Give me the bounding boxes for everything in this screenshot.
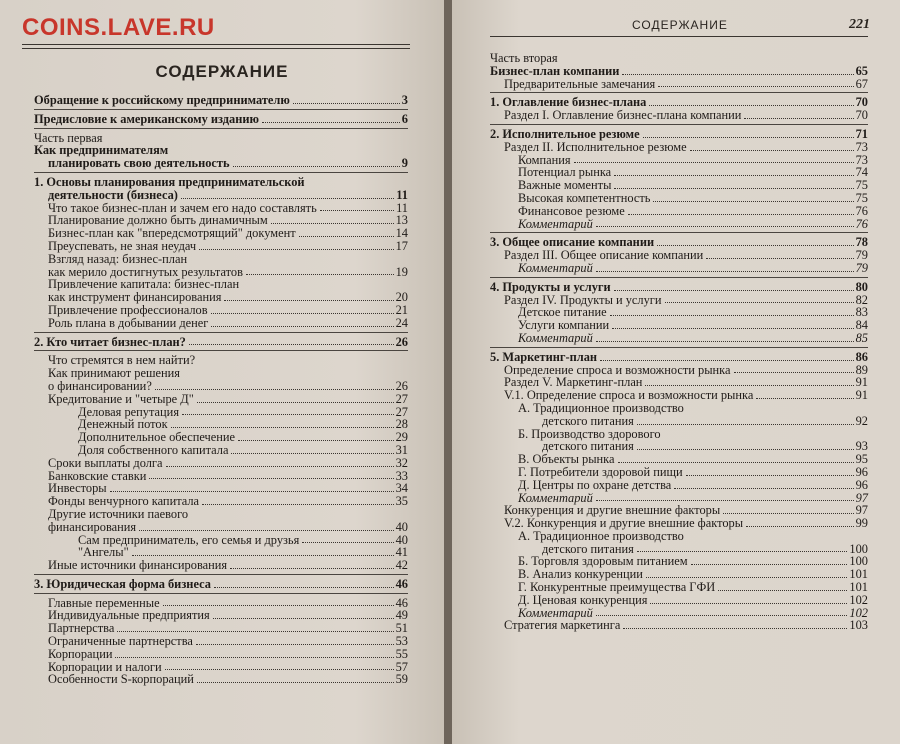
toc-entry-title: Компания — [518, 152, 571, 167]
toc-entry: Как принимают решения — [48, 366, 180, 381]
toc-entry-title: Раздел I. Оглавление бизнес-плана компании — [504, 108, 742, 123]
dot-leader — [293, 103, 400, 104]
toc-entry-title: Сроки выплаты долга — [48, 455, 163, 470]
toc-entry-page: 67 — [855, 76, 868, 91]
toc-entry-title: Банковские ставки — [48, 468, 147, 483]
toc-entry — [490, 466, 868, 479]
toc-entry-title: Раздел IV. Продукты и услуги — [504, 292, 662, 307]
toc-entry-title: Комментарий — [518, 216, 593, 231]
toc-entry-title: Б. Торговля здоровым питанием — [518, 554, 688, 569]
toc-entry-page: 20 — [395, 290, 408, 305]
dot-leader — [614, 290, 854, 291]
dot-leader — [657, 245, 854, 246]
dot-leader — [622, 74, 853, 75]
toc-entry: Как предпринимателям — [34, 143, 169, 158]
dot-leader — [117, 631, 393, 632]
dot-leader — [197, 402, 394, 403]
toc-entry-page: 101 — [849, 580, 868, 595]
dot-leader — [165, 669, 394, 670]
dot-leader — [686, 475, 854, 476]
toc-entry-page: 70 — [855, 95, 868, 110]
dot-leader — [213, 618, 394, 619]
dot-leader — [706, 258, 853, 259]
toc-entry-page: 46 — [395, 576, 408, 591]
toc-entry-title: "Ангелы" — [78, 545, 129, 560]
toc-entry-page: 91 — [855, 375, 868, 390]
toc-entry-page: 89 — [855, 362, 868, 377]
dot-leader — [646, 577, 847, 578]
toc-entry: Часть первая — [34, 130, 103, 145]
section-divider — [34, 109, 408, 110]
dot-leader — [596, 226, 854, 227]
toc-entry-title: Д. Ценовая конкуренция — [518, 592, 648, 607]
toc-entry-title: V.1. Определение спроса и возможности рынка — [504, 388, 754, 403]
toc-entry-page: 96 — [855, 464, 868, 479]
toc-entry-page: 6 — [401, 111, 408, 126]
toc-entry-page: 49 — [395, 608, 408, 623]
toc-entry — [34, 431, 408, 444]
toc-entry-page: 9 — [401, 156, 408, 171]
dot-leader — [211, 313, 394, 314]
toc-entry-title: Услуги компании — [518, 318, 610, 333]
toc-entry — [490, 619, 868, 632]
section-divider — [34, 593, 408, 594]
toc-entry — [490, 192, 868, 205]
page-number: 221 — [849, 17, 870, 32]
toc-entry-title: Бизнес-план компании — [490, 63, 620, 78]
toc-entry-page: 55 — [395, 646, 408, 661]
toc-entry — [34, 444, 408, 457]
section-divider — [490, 232, 868, 233]
dot-leader — [756, 398, 853, 399]
toc-entry-page: 11 — [396, 187, 408, 202]
toc-entry-title: Конкуренция и другие внешние факторы — [504, 503, 721, 518]
toc-entry-title: Что такое бизнес-план и зачем его надо составлять — [48, 200, 317, 215]
toc-entry-page: 80 — [855, 279, 868, 294]
toc-entry-page: 103 — [849, 618, 868, 633]
dot-leader — [650, 603, 847, 604]
dot-leader — [658, 86, 853, 87]
toc-entry-title: Комментарий — [518, 260, 593, 275]
dot-leader — [623, 628, 847, 629]
toc-entry-title: детского питания — [542, 439, 634, 454]
dot-leader — [320, 210, 394, 211]
toc-entry-title: 2. Кто читает бизнес-план? — [34, 334, 186, 349]
dot-leader — [718, 590, 847, 591]
section-divider — [490, 347, 868, 348]
toc-entry: 1. Основы планирования предпринимательской — [34, 174, 305, 189]
toc-entry: А. Традиционное производство — [518, 400, 684, 415]
toc-entry-page: 34 — [395, 481, 408, 496]
dot-leader — [734, 372, 854, 373]
toc-entry-page: 93 — [855, 439, 868, 454]
toc-entry — [34, 380, 408, 393]
toc-list-right — [490, 52, 868, 632]
toc-entry: Что стремятся в нем найти? — [48, 353, 196, 368]
toc-entry — [34, 189, 408, 202]
dot-leader — [614, 188, 853, 189]
toc-entry: Другие источники паевого — [48, 506, 189, 521]
toc-entry: Часть вторая — [490, 51, 558, 65]
dot-leader — [196, 644, 394, 645]
toc-entry-page: 11 — [396, 200, 408, 215]
dot-leader — [612, 328, 853, 329]
toc-entry-page: 85 — [855, 330, 868, 345]
toc-entry-page: 71 — [855, 126, 868, 141]
toc-entry-title: Потенциал рынка — [518, 165, 612, 180]
toc-entry — [490, 453, 868, 466]
toc-entry-page: 33 — [395, 468, 408, 483]
toc-entry-page: 35 — [395, 494, 408, 509]
right-page — [452, 0, 900, 744]
toc-entry — [490, 517, 868, 530]
toc-entry-page: 73 — [855, 139, 868, 154]
toc-entry-title: финансирования — [48, 519, 137, 534]
toc-entry — [34, 94, 408, 107]
toc-entry-page: 24 — [395, 315, 408, 330]
toc-entry-page: 78 — [855, 235, 868, 250]
dot-leader — [197, 682, 394, 683]
toc-entry — [490, 78, 868, 91]
toc-entry-title: Важные моменты — [518, 178, 612, 193]
dot-leader — [238, 440, 394, 441]
toc-entry-title: Раздел II. Исполнительное резюме — [504, 139, 687, 154]
dot-leader — [618, 462, 854, 463]
toc-entry-title: Комментарий — [518, 490, 593, 505]
toc-entry-page: 53 — [395, 634, 408, 649]
toc-entry-page: 21 — [395, 302, 408, 317]
toc-entry — [490, 205, 868, 218]
section-divider — [490, 124, 868, 125]
toc-entry-title: деятельности (бизнеса) — [48, 187, 178, 202]
toc-entry-page: 40 — [395, 532, 408, 547]
dot-leader — [246, 274, 394, 275]
toc-entry-page: 28 — [395, 417, 408, 432]
toc-entry-page: 26 — [395, 334, 408, 349]
toc-entry-title: Преуспевать, не зная неудач — [48, 238, 197, 253]
dot-leader — [596, 615, 848, 616]
toc-entry-page: 32 — [395, 455, 408, 470]
toc-entry-page: 95 — [855, 452, 868, 467]
toc-entry-page: 13 — [395, 213, 408, 228]
toc-entry — [490, 594, 868, 607]
dot-leader — [202, 504, 394, 505]
toc-entry — [490, 65, 868, 78]
dot-leader — [132, 555, 394, 556]
dot-leader — [262, 122, 400, 123]
dot-leader — [233, 166, 400, 167]
toc-entry-page: 86 — [855, 349, 868, 364]
dot-leader — [214, 587, 394, 588]
dot-leader — [649, 105, 853, 106]
toc-entry-page: 26 — [395, 378, 408, 393]
dot-leader — [574, 162, 854, 163]
toc-entry-page: 70 — [855, 108, 868, 123]
toc-entry-page: 100 — [849, 554, 868, 569]
toc-entry-page: 46 — [395, 595, 408, 610]
section-divider — [34, 574, 408, 575]
toc-entry-page: 79 — [855, 260, 868, 275]
toc-entry — [490, 332, 868, 345]
dot-leader — [166, 466, 394, 467]
toc-entry-page: 17 — [395, 238, 408, 253]
section-divider — [490, 92, 868, 93]
toc-entry — [490, 351, 868, 364]
toc-entry — [34, 393, 408, 406]
section-divider — [34, 128, 408, 129]
toc-entry — [490, 109, 868, 122]
toc-entry-title: Комментарий — [518, 605, 593, 620]
toc-entry-title: Предисловие к американскому изданию — [34, 111, 259, 126]
toc-entry — [34, 521, 408, 534]
dot-leader — [628, 214, 854, 215]
dot-leader — [596, 500, 854, 501]
dot-leader — [189, 344, 394, 345]
header-rule — [490, 36, 868, 37]
book-gutter — [444, 0, 452, 744]
dot-leader — [744, 118, 853, 119]
toc-entry — [490, 281, 868, 294]
dot-leader — [271, 223, 394, 224]
dot-leader — [182, 414, 394, 415]
dot-leader — [610, 315, 854, 316]
toc-entry-title: Стратегия маркетинга — [504, 618, 621, 633]
dot-leader — [614, 175, 853, 176]
toc-entry-page: 92 — [855, 413, 868, 428]
toc-entry — [490, 128, 868, 141]
toc-entry — [34, 157, 408, 170]
toc-entry — [34, 495, 408, 508]
toc-entry-page: 27 — [395, 404, 408, 419]
toc-entry-page: 75 — [855, 190, 868, 205]
toc-entry-page: 76 — [855, 203, 868, 218]
section-divider — [34, 172, 408, 173]
toc-list-left — [34, 94, 408, 686]
toc-entry-page: 91 — [855, 388, 868, 403]
toc-entry-title: V.2. Конкуренция и другие внешние факторы — [504, 516, 744, 531]
toc-entry-page: 31 — [395, 442, 408, 457]
toc-entry-title: Корпорации и налоги — [48, 659, 162, 674]
toc-entry-page: 101 — [849, 567, 868, 582]
dot-leader — [690, 150, 854, 151]
toc-entry-page: 102 — [849, 605, 868, 620]
toc-entry-title: Индивидуальные предприятия — [48, 608, 210, 623]
toc-entry-title: Планирование должно быть динамичным — [48, 213, 268, 228]
toc-entry-title: Денежный поток — [78, 417, 168, 432]
toc-entry-title: 3. Юридическая форма бизнеса — [34, 576, 211, 591]
toc-entry — [34, 578, 408, 591]
dot-leader — [637, 551, 848, 552]
toc-entry-page: 42 — [395, 558, 408, 573]
toc-entry-title: как инструмент финансирования — [48, 290, 222, 305]
toc-entry-title: Кредитование и "четыре Д" — [48, 391, 194, 406]
toc-entry-title: 1. Оглавление бизнес-плана — [490, 95, 647, 110]
toc-entry-title: Бизнес-план как "впередсмотрящий" документ — [48, 226, 296, 241]
toc-entry — [490, 415, 868, 428]
dot-leader — [674, 488, 853, 489]
toc-entry-page: 74 — [855, 165, 868, 180]
toc-entry-title: Раздел V. Маркетинг-план — [504, 375, 643, 390]
toc-entry-page: 96 — [855, 477, 868, 492]
toc-entry-title: как мерило достигнутых результатов — [48, 264, 243, 279]
dot-leader — [665, 302, 854, 303]
toc-entry-title: Главные переменные — [48, 595, 160, 610]
dot-leader — [691, 564, 848, 565]
toc-entry — [34, 113, 408, 126]
dot-leader — [155, 389, 394, 390]
toc-entry-page: 97 — [855, 490, 868, 505]
toc-entry-title: Д. Центры по охране детства — [518, 477, 672, 492]
toc-entry — [34, 673, 408, 686]
header-rule-thin — [22, 48, 410, 49]
toc-entry-page: 99 — [855, 516, 868, 531]
dot-leader — [181, 198, 394, 199]
toc-entry — [490, 141, 868, 154]
dot-leader — [643, 137, 854, 138]
toc-entry-title: 3. Общее описание компании — [490, 235, 655, 250]
toc-entry — [490, 479, 868, 492]
toc-entry-title: В. Объекты рынка — [518, 452, 615, 467]
toc-entry-page: 79 — [855, 248, 868, 263]
dot-leader — [596, 271, 854, 272]
toc-entry-page: 59 — [395, 672, 408, 687]
toc-entry — [34, 304, 408, 317]
dot-leader — [299, 236, 394, 237]
toc-entry-title: Г. Потребители здоровой пищи — [518, 464, 683, 479]
toc-entry — [34, 559, 408, 572]
toc-entry-title: Г. Конкурентные преимущества ГФИ — [518, 580, 716, 595]
toc-entry-title: Детское питание — [518, 305, 607, 320]
dot-leader — [110, 491, 394, 492]
dot-leader — [199, 249, 393, 250]
toc-entry-title: 4. Продукты и услуги — [490, 279, 611, 294]
dot-leader — [723, 513, 853, 514]
dot-leader — [645, 385, 853, 386]
toc-entry: Взгляд назад: бизнес-план — [48, 251, 188, 266]
toc-entry-page: 82 — [855, 292, 868, 307]
dot-leader — [115, 657, 393, 658]
dot-leader — [211, 326, 393, 327]
toc-entry-page: 76 — [855, 216, 868, 231]
left-page — [0, 0, 444, 744]
toc-entry-page: 40 — [395, 519, 408, 534]
dot-leader — [637, 424, 854, 425]
section-divider — [490, 277, 868, 278]
toc-entry-page: 3 — [401, 93, 408, 107]
toc-entry-title: Роль плана в добывании денег — [48, 315, 209, 330]
toc-entry — [34, 457, 408, 470]
dot-leader — [653, 201, 853, 202]
toc-entry-page: 102 — [849, 592, 868, 607]
toc-entry-page: 65 — [855, 63, 868, 78]
toc-entry-page: 75 — [855, 178, 868, 193]
toc-entry-title: Финансовое резюме — [518, 203, 625, 218]
toc-entry-title: Комментарий — [518, 330, 593, 345]
dot-leader — [600, 360, 854, 361]
toc-entry-title: Инвесторы — [48, 481, 107, 496]
section-divider — [34, 350, 408, 351]
dot-leader — [637, 449, 854, 450]
dot-leader — [596, 341, 854, 342]
toc-entry-title: Сам предприниматель, его семья и друзья — [78, 532, 300, 547]
toc-entry — [34, 240, 408, 253]
toc-entry-title: Партнерства — [48, 621, 115, 636]
toc-entry-title: Определение спроса и возможности рынка — [504, 362, 731, 377]
toc-entry-page: 97 — [855, 503, 868, 518]
toc-entry: А. Традиционное производство — [518, 528, 684, 543]
toc-entry-title: Фонды венчурного капитала — [48, 494, 200, 509]
toc-entry-title: 2. Исполнительное резюме — [490, 126, 640, 141]
toc-entry — [34, 635, 408, 648]
toc-entry-title: Деловая репутация — [78, 404, 180, 419]
toc-entry-page: 100 — [849, 541, 868, 556]
running-head: СОДЕРЖАНИЕ — [632, 18, 728, 32]
toc-entry-page: 83 — [855, 305, 868, 320]
toc-entry — [490, 262, 868, 275]
toc-entry — [34, 336, 408, 349]
toc-entry-title: детского питания — [542, 413, 634, 428]
toc-entry-page: 41 — [395, 545, 408, 560]
toc-entry-page: 84 — [855, 318, 868, 333]
toc-entry-title: Привлечение профессионалов — [48, 302, 208, 317]
toc-entry-title: Высокая компетентность — [518, 190, 651, 205]
toc-entry-page: 57 — [395, 659, 408, 674]
dot-leader — [302, 542, 393, 543]
dot-leader — [171, 427, 394, 428]
dot-leader — [230, 568, 394, 569]
toc-entry-title: В. Анализ конкуренции — [518, 567, 643, 582]
toc-entry: Б. Производство здорового — [518, 426, 661, 441]
header-rule — [22, 44, 410, 45]
dot-leader — [231, 453, 393, 454]
toc-entry — [490, 389, 868, 402]
dot-leader — [139, 530, 394, 531]
toc-entry-page: 73 — [855, 152, 868, 167]
toc-entry-title: Раздел III. Общее описание компании — [504, 248, 704, 263]
toc-entry — [34, 648, 408, 661]
toc-entry-title: о финансировании? — [48, 378, 152, 393]
toc-entry-title: Ограниченные партнерства — [48, 634, 193, 649]
toc-entry-title: 5. Маркетинг-план — [490, 349, 598, 364]
toc-entry-page: 14 — [395, 226, 408, 241]
toc-entry — [490, 581, 868, 594]
dot-leader — [163, 605, 394, 606]
dot-leader — [149, 478, 393, 479]
dot-leader — [224, 300, 393, 301]
watermark: COINS.LAVE.RU — [22, 14, 215, 41]
toc-entry: Привлечение капитала: бизнес-план — [48, 277, 240, 292]
toc-entry-page: 29 — [395, 430, 408, 445]
toc-entry-title: Обращение к российскому предпринимателю — [34, 93, 290, 107]
toc-entry-page: 19 — [395, 264, 408, 279]
toc-entry-title: планировать свою деятельность — [48, 156, 230, 171]
toc-entry-title: Доля собственного капитала — [78, 442, 229, 457]
toc-entry — [490, 218, 868, 231]
toc-entry-title: детского питания — [542, 541, 634, 556]
toc-entry-title: Особенности S-корпораций — [48, 672, 194, 687]
toc-entry-title: Дополнительное обеспечение — [78, 430, 236, 445]
toc-entry-page: 27 — [395, 391, 408, 406]
toc-entry-title: Иные источники финансирования — [48, 558, 228, 573]
toc-heading: СОДЕРЖАНИЕ — [155, 62, 289, 81]
toc-entry — [34, 317, 408, 330]
toc-entry-title: Корпорации — [48, 646, 113, 661]
toc-entry-page: 51 — [395, 621, 408, 636]
dot-leader — [746, 526, 854, 527]
section-divider — [34, 332, 408, 333]
toc-entry-title: Предварительные замечания — [504, 76, 656, 91]
